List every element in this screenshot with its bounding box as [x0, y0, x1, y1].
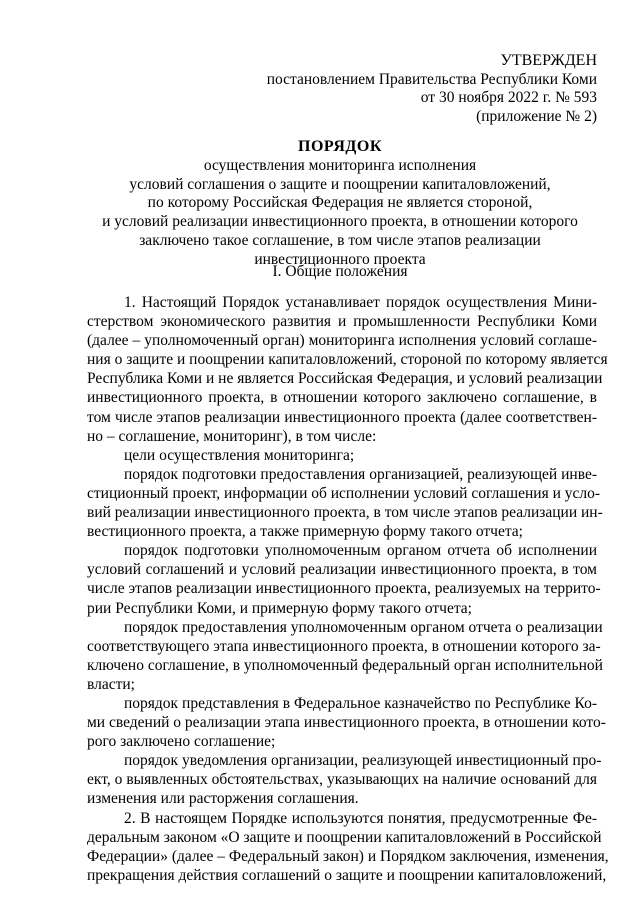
document-body [87, 293, 609, 885]
approval-line: (приложение № 2) [476, 107, 597, 125]
document-title: ПОРЯДОК [298, 138, 382, 155]
body-line: том числе этапов реализации инвестиционного проекта (далее соответствен- [87, 408, 597, 426]
body-line: рого заключено соглашение; [87, 733, 276, 751]
body-line: инвестиционного проекта, в отношении которого заключено соглашение, в [87, 389, 597, 407]
approval-stamp [267, 52, 597, 126]
document-subtitle-line: условий соглашения о защите и поощрении капиталовложений, [129, 175, 551, 193]
body-line: порядок подготовки предоставления организацией, реализующей инве- [124, 465, 597, 483]
section-heading: I. Общие положения [272, 263, 408, 280]
body-line: ми сведений о реализации этапа инвестиционного проекта, в отношении кото- [87, 714, 606, 732]
document-subtitle-line: и условий реализации инвестиционного проекта, в отношении которого [102, 213, 578, 231]
body-line: стерством экономического развития и промышленности Республики Коми [87, 313, 597, 331]
body-line: но – соглашение, мониторинг), в том числе: [87, 427, 377, 445]
body-line: вестиционного проекта, а также примерную форму такого отчета; [87, 523, 523, 541]
body-line: изменения или расторжения соглашения. [87, 790, 359, 808]
body-line: условий соглашений и условий реализации инвестиционного проекта, в том [87, 561, 597, 579]
body-line: порядок подготовки уполномоченным органом отчета об исполнении [124, 542, 597, 560]
body-line: деральным законом «О защите и поощрении капиталовложений в Российской [87, 828, 602, 846]
body-line: Федерации» (далее – Федеральный закон) и Порядком заключения, изменения, [87, 847, 609, 865]
document-subtitle-line: осуществления мониторинга исполнения [203, 156, 477, 174]
body-line: числе этапов реализации инвестиционного проекта, реализуемых на террито- [87, 580, 601, 598]
approval-line: постановлением Правительства Республики Коми [266, 70, 597, 88]
body-line: 2. В настоящем Порядке используются понятия, предусмотренные Фе- [124, 809, 597, 827]
document-header [100, 138, 580, 270]
body-line: порядок предоставления уполномоченным органом отчета о реализации [124, 618, 603, 636]
body-line: (далее – уполномоченный орган) мониторинга исполнения условий соглаше- [87, 332, 597, 350]
body-line: соответствующего этапа инвестиционного проекта, в отношении которого за- [87, 637, 601, 655]
document-subtitle-line: инвестиционного проекта [254, 250, 426, 268]
body-line: порядок уведомления организации, реализующей инвестиционный про- [124, 752, 602, 770]
body-line: 1. Настоящий Порядок устанавливает порядок осуществления Мини- [124, 294, 597, 311]
document-subtitle-line: по которому Российская Федерация не является стороной, [147, 194, 533, 212]
document-subtitle-line: заключено такое соглашение, в том числе этапов реализации [139, 231, 541, 249]
body-line: цели осуществления мониторинга; [124, 446, 355, 464]
body-line: ключено соглашение, в уполномоченный федеральный орган исполнительной [87, 656, 603, 674]
body-line: ект, о выявленных обстоятельствах, указывающих на наличие оснований для [87, 771, 597, 789]
body-line: стиционный проект, информации об исполнении условий соглашения и усло- [87, 484, 601, 502]
approval-title: УТВЕРЖДЕН [500, 52, 597, 69]
body-line: прекращения действия соглашений о защите и поощрении капиталовложений, [87, 866, 607, 884]
body-line: вий реализации инвестиционного проекта, в том числе этапов реализации ин- [87, 504, 603, 522]
body-line: Республика Коми и не является Российская Федерация, и условий реализации [87, 370, 603, 388]
approval-line: от 30 ноября 2022 г. № 593 [420, 89, 597, 106]
body-line: ния о защите и поощрении капиталовложений, стороной по которому является [87, 351, 608, 369]
body-line: рии Республики Коми, и примерную форму такого отчета; [87, 599, 472, 617]
body-line: порядок представления в Федеральное казначейство по Республике Ко- [124, 694, 597, 712]
body-line: власти; [87, 675, 135, 693]
